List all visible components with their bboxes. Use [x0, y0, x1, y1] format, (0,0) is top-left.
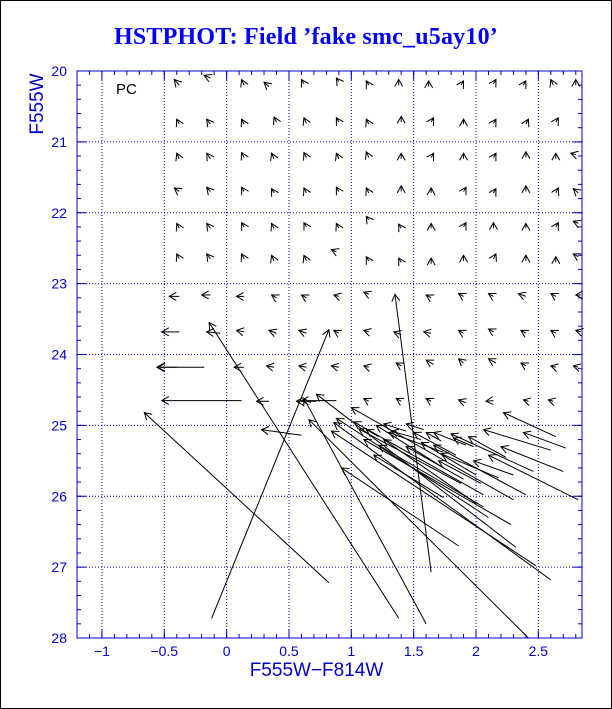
x-tick-label: 0: [222, 643, 231, 659]
displacement-vector: [424, 332, 431, 333]
displacement-vector: [304, 223, 306, 227]
displacement-vector: [301, 80, 303, 84]
displacement-vector: [272, 189, 274, 193]
displacement-vector: [459, 400, 466, 403]
grid: [77, 71, 582, 638]
displacement-vector: [207, 187, 211, 191]
displacement-vector: [488, 329, 493, 332]
displacement-vector: [242, 119, 244, 124]
displacement-vector: [399, 258, 401, 262]
y-tick-label: 25: [51, 417, 67, 434]
displacement-vector: [364, 330, 369, 331]
chart-title: HSTPHOT: Field ’fake smc_u5ay10’: [114, 24, 498, 50]
displacement-vector: [366, 216, 368, 220]
displacement-vector: [267, 366, 274, 367]
displacement-vector: [242, 223, 244, 227]
displacement-vector: [336, 153, 338, 159]
displacement-vector: [556, 118, 558, 122]
displacement-vector: [272, 153, 274, 159]
x-tick-label: 0.5: [279, 643, 299, 659]
displacement-vector: [396, 363, 401, 366]
displacement-vector: [242, 153, 244, 158]
displacement-vector: [334, 330, 339, 333]
y-tick-label: 23: [51, 275, 67, 292]
displacement-vector: [274, 117, 276, 122]
displacement-vector: [207, 153, 211, 159]
displacement-vector: [269, 330, 276, 333]
displacement-vector: [426, 398, 431, 401]
displacement-vector: [551, 80, 553, 86]
displacement-vector: [366, 152, 368, 158]
x-tick-label: 2.5: [528, 643, 549, 659]
displacement-vector: [556, 223, 558, 227]
displacement-vector: [464, 187, 466, 191]
y-tick-label: 27: [51, 559, 67, 576]
displacement-vector: [426, 295, 431, 298]
displacement-vector: [521, 330, 526, 333]
x-axis-label: F555W−F814W: [249, 660, 384, 681]
displacement-vector: [488, 294, 493, 297]
displacement-vector: [304, 188, 306, 193]
displacement-vector: [331, 431, 535, 566]
displacement-vector: [177, 153, 179, 159]
displacement-vector: [366, 119, 368, 124]
displacement-vector: [576, 330, 581, 331]
displacement-vector: [336, 78, 338, 82]
displacement-vector: [272, 255, 274, 261]
displacement-vector: [523, 81, 525, 85]
displacement-vector: [573, 189, 578, 193]
displacement-vector: [459, 359, 464, 363]
displacement-vector: [366, 81, 368, 85]
displacement-vector: [521, 363, 526, 366]
displacement-vector: [406, 424, 423, 430]
displacement-vector: [237, 330, 244, 331]
displacement-vector: [301, 295, 306, 298]
displacement-vector: [518, 294, 525, 297]
displacement-vector: [474, 461, 514, 475]
displacement-vector: [486, 401, 493, 402]
displacement-vector: [174, 188, 179, 192]
x-tick-label: 1.5: [403, 643, 424, 659]
displacement-vector: [366, 430, 378, 437]
x-tick-label: −1: [93, 643, 110, 659]
displacement-vector: [212, 330, 329, 618]
displacement-vector: [384, 440, 476, 504]
displacement-vector: [304, 153, 306, 158]
displacement-vector: [464, 223, 466, 227]
displacement-vector: [242, 254, 244, 259]
y-tick-label: 22: [51, 204, 67, 221]
displacement-vector: [376, 425, 443, 468]
y-tick-label: 24: [51, 346, 67, 363]
displacement-vector: [426, 432, 441, 441]
displacement-vector: [493, 189, 495, 193]
displacement-vector: [177, 223, 179, 228]
displacement-vector: [483, 430, 550, 451]
displacement-vector: [304, 255, 306, 261]
displacement-vector: [573, 221, 578, 223]
x-tick-label: 1: [347, 643, 356, 659]
displacement-vector: [366, 257, 368, 261]
displacement-vector: [439, 461, 481, 484]
displacement-vector: [242, 187, 244, 191]
displacement-vector: [551, 330, 556, 333]
displacement-vector: [299, 366, 306, 367]
displacement-vector: [503, 413, 555, 437]
displacement-vector: [366, 188, 368, 193]
displacement-vector: [556, 188, 558, 193]
displacement-vector: [501, 447, 563, 472]
x-tick-label: 2: [472, 643, 480, 659]
displacement-vector: [272, 295, 277, 298]
displacement-vector: [426, 360, 433, 364]
displacement-vector: [493, 80, 495, 84]
y-axis-label: F555W: [27, 73, 48, 135]
displacement-vector: [573, 366, 578, 367]
displacement-vector: [177, 254, 179, 259]
displacement-vector: [493, 254, 495, 259]
displacement-vector: [523, 432, 565, 448]
displacement-vector: [573, 254, 578, 257]
displacement-vector: [551, 366, 556, 367]
displacement-vector: [264, 82, 269, 86]
displacement-vector: [336, 187, 338, 191]
displacement-vector: [336, 118, 338, 122]
tick-labels: [51, 63, 548, 659]
displacement-vector: [204, 75, 210, 78]
displacement-vector: [459, 330, 464, 333]
displacement-vector: [207, 119, 211, 124]
vectors: [144, 75, 580, 638]
displacement-vector: [461, 81, 463, 85]
displacement-vector: [441, 454, 498, 478]
displacement-vector: [207, 254, 211, 259]
displacement-vector: [523, 400, 528, 401]
displacement-vector: [336, 223, 338, 228]
displacement-vector: [262, 430, 302, 436]
displacement-vector: [571, 153, 576, 154]
displacement-vector: [334, 423, 551, 580]
displacement-vector: [272, 223, 274, 228]
displacement-vector: [364, 292, 369, 294]
displacement-vector: [399, 224, 401, 228]
y-tick-label: 28: [51, 630, 67, 646]
x-tick-label: −0.5: [150, 643, 179, 659]
displacement-vector: [207, 332, 221, 333]
displacement-vector: [242, 80, 244, 86]
displacement-vector: [364, 398, 369, 401]
displacement-vector: [207, 223, 211, 228]
y-tick-label: 26: [51, 488, 67, 505]
displacement-vector: [451, 434, 533, 472]
displacement-vector: [299, 330, 306, 333]
displacement-vector: [551, 294, 556, 297]
displacement-vector: [493, 153, 495, 157]
displacement-vector: [331, 366, 338, 367]
y-tick-label: 20: [51, 63, 67, 79]
displacement-vector: [548, 400, 553, 401]
displacement-vector: [526, 119, 528, 124]
displacement-vector: [493, 119, 495, 123]
displacement-vector: [469, 437, 506, 458]
displacement-vector: [331, 250, 336, 252]
panel-label: PC: [116, 81, 137, 98]
y-tick-label: 21: [51, 133, 67, 150]
displacement-vector: [177, 119, 179, 124]
displacement-vector: [364, 366, 369, 367]
displacement-vector: [488, 359, 495, 363]
displacement-vector: [459, 294, 464, 297]
displacement-vector: [396, 398, 401, 401]
displacement-vector: [431, 153, 433, 157]
displacement-vector: [174, 80, 179, 86]
displacement-vector: [304, 118, 306, 124]
displacement-vector: [431, 118, 433, 122]
displacement-vector: [334, 295, 339, 296]
